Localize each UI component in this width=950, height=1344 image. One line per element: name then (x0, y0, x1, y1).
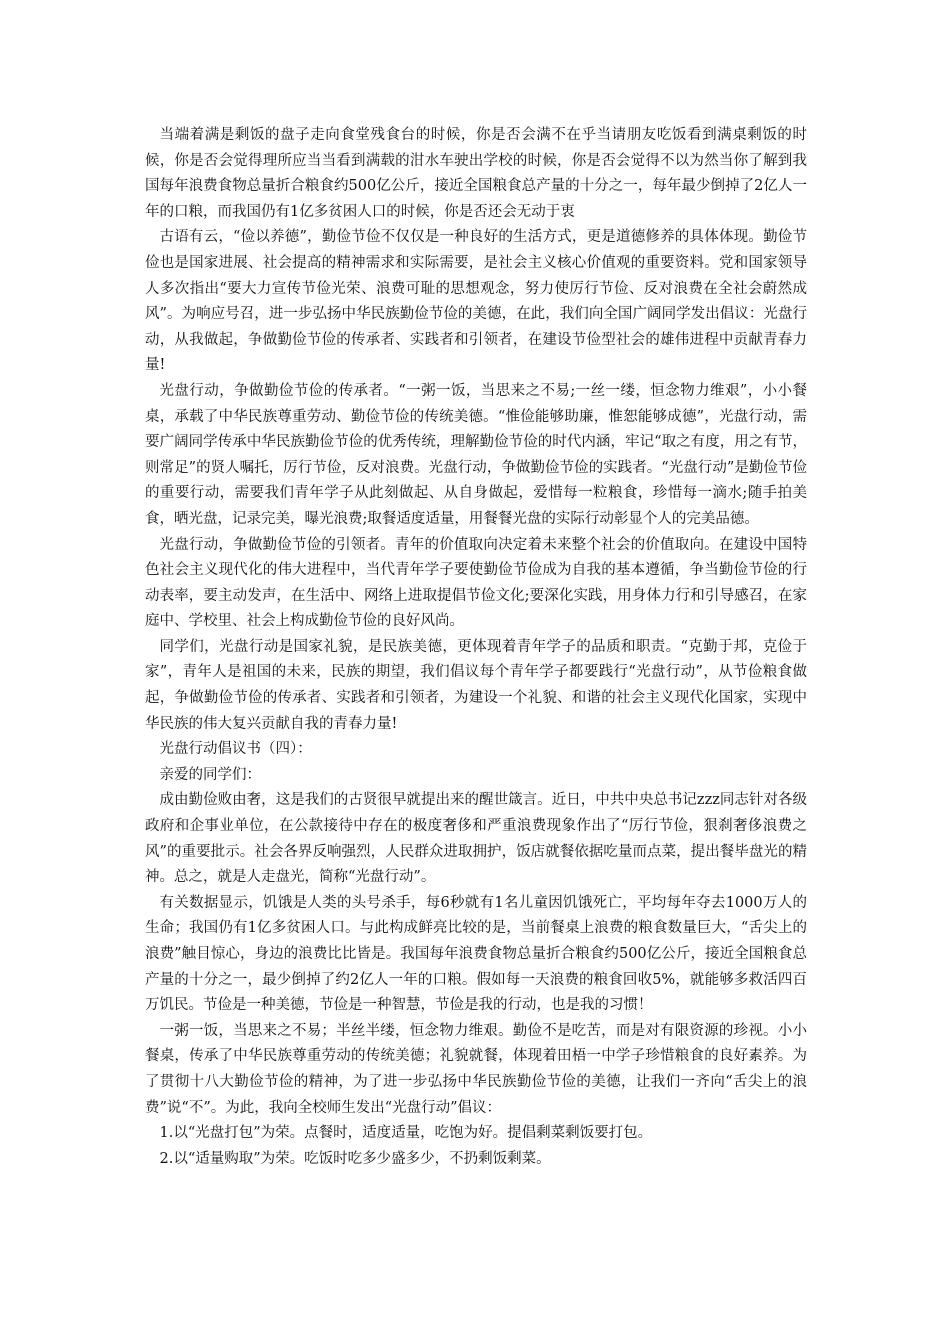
paragraph-8: 一粥一饭，当思来之不易；半丝半缕，恒念物力维艰。勤俭不是吃苦，而是对有限资源的珍视。小小餐桌，传承了中华民族尊重劳动的传统美德；礼貌就餐，体现着田梧一中学子珍惜粮食的良好素养。为了贯彻十八大勤俭节俭的精神，为了进一步弘扬中华民族勤俭节俭的美德，让我们一齐向“舌尖上的浪费”说“不”。为此，我向全校师生发出“光盘行动”倡议： (145, 1022, 807, 1116)
paragraph-5: 同学们，光盘行动是国家礼貌，是民族美德，更体现着青年学子的品质和职责。“克勤于邦，克俭于家”，青年人是祖国的未来，民族的期望，我们倡议每个青年学子都要践行“光盘行动”，从节俭粮食做起，争做勤俭节俭的传承者、实践者和引领者，为建设一个礼貌、和谐的社会主义现代化国家，实现中华民族的伟大复兴贡献自我的青春力量! (145, 638, 807, 732)
list-item-2: 2.以“适量购取”为荣。吃饭时吃多少盛多少，不扔剩饭剩菜。 (159, 1150, 551, 1167)
paragraph-3: 光盘行动，争做勤俭节俭的传承者。“一粥一饭，当思来之不易;一丝一缕，恒念物力维艰”，小小餐桌，承载了中华民族尊重劳动、勤俭节俭的传统美德。“惟俭能够助廉，惟恕能够成德”，光盘行动，需要广阔同学传承中华民族勤俭节俭的优秀传统，理解勤俭节俭的时代内涵，牢记“取之有度，用之有节，则常足”的贤人嘱托，厉行节俭，反对浪费。光盘行动，争做勤俭节俭的实践者。“光盘行动”是勤俭节俭的重要行动，需要我们青年学子从此刻做起、从自身做起，爱惜每一粒粮食，珍惜每一滴水;随手拍美食，晒光盘，记录完美，曝光浪费;取餐适度适量，用餐餐光盘的实际行动彰显个人的完美品德。 (145, 382, 807, 527)
document-body (145, 123, 807, 1172)
paragraph-2: 古语有云，“俭以养德”，勤俭节俭不仅仅是一种良好的生活方式，更是道德修养的具体体现。勤俭节俭也是国家进展、社会提高的精神需求和实际需要，是社会主义核心价值观的重要资料。党和国家领导人多次指出“要大力宣传节俭光荣、浪费可耻的思想观念，努力使厉行节俭、反对浪费在全社会蔚然成风”。为响应号召，进一步弘扬中华民族勤俭节俭的美德，在此，我们向全国广阔同学发出倡议：光盘行动，从我做起，争做勤俭节俭的传承者、实践者和引领者，在建设节俭型社会的雄伟进程中贡献青春力量! (145, 229, 807, 374)
list-item-1: 1.以“光盘打包”为荣。点餐时，适度适量，吃饱为好。提倡剩菜剩饭要打包。 (159, 1125, 653, 1142)
section-heading: 光盘行动倡议书（四）： (159, 741, 312, 758)
salutation: 亲爱的同学们： (159, 766, 261, 783)
paragraph-6: 成由勤俭败由奢，这是我们的古贤很早就提出来的醒世箴言。近日，中共中央总书记zzz同志针对各级政府和企事业单位，在公款接待中存在的极度奢侈和严重浪费现象作出了“厉行节俭，狠刹奢侈浪费之风”的重要批示。社会各界反响强烈，人民群众进取拥护，饭店就餐依据吃量而点菜，提出餐毕盘光的精神。总之，就是人走盘光，简称“光盘行动”。 (145, 792, 807, 886)
paragraph-1: 当端着满是剩饭的盘子走向食堂残食台的时候，你是否会满不在乎当请朋友吃饭看到满桌剩饭的时候，你是否会觉得理所应当当看到满载的泔水车驶出学校的时候，你是否会觉得不以为然当你了解到我国每年浪费食物总量折合粮食约500亿公斤，接近全国粮食总产量的十分之一，每年最少倒掉了2亿人一年的口粮，而我国仍有1亿多贫困人口的时候，你是否还会无动于衷 (145, 127, 807, 220)
paragraph-7: 有关数据显示，饥饿是人类的头号杀手，每6秒就有1名儿童因饥饿死亡，平均每年夺去1000万人的生命；我国仍有1亿多贫困人口。与此构成鲜亮比较的是，当前餐桌上浪费的粮食数量巨大，“舌尖上的浪费”触目惊心，身边的浪费比比皆是。我国每年浪费食物总量折合粮食约500亿公斤，接近全国粮食总产量的十分之一，最少倒掉了约2亿人一年的口粮。假如每一天浪费的粮食回收5%，就能够多救活四百万饥民。节俭是一种美德，节俭是一种智慧，节俭是我的行动，也是我的习惯！ (145, 894, 807, 1014)
paragraph-4: 光盘行动，争做勤俭节俭的引领者。青年的价值取向决定着未来整个社会的价值取向。在建设中国特色社会主义现代化的伟大进程中，当代青年学子要使勤俭节俭成为自我的基本遵循，争当勤俭节俭的行动表率，要主动发声，在生活中、网络上进取提倡节俭文化;要深化实践，用身体力行和引导感召，在家庭中、学校里、社会上构成勤俭节俭的良好风尚。 (145, 536, 807, 630)
